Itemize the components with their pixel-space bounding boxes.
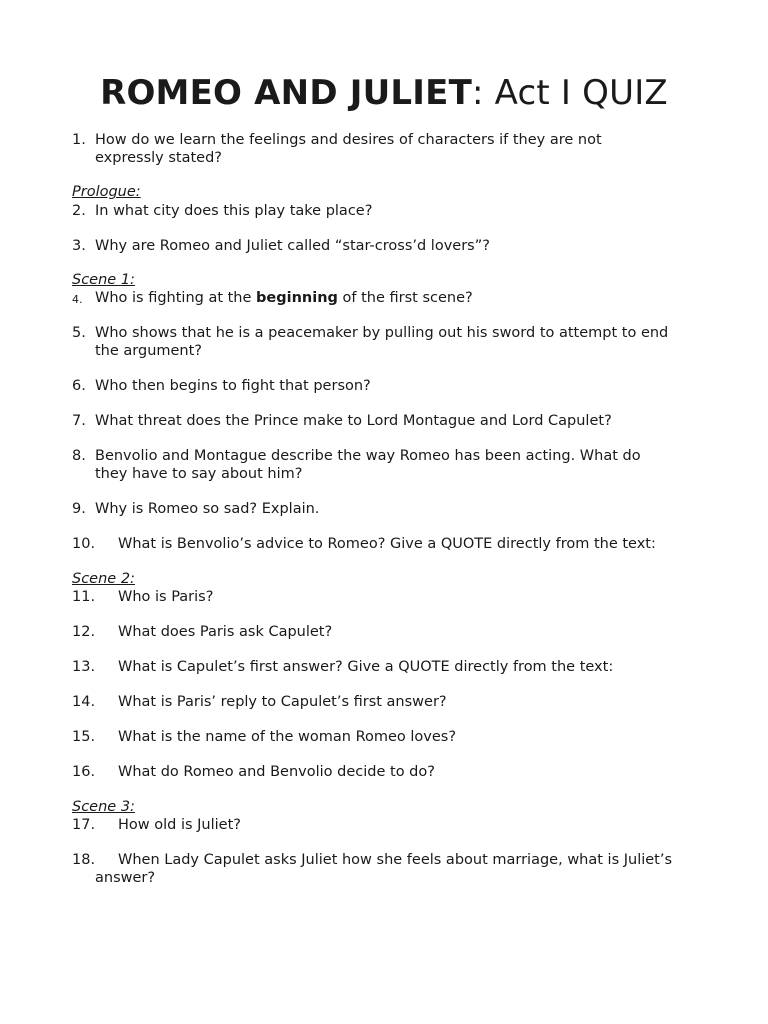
question-text: Who then begins to fight that person?	[95, 378, 371, 394]
page-title	[0, 72, 768, 114]
question-number: 13.	[72, 659, 96, 675]
question-text-post: of the first scene?	[337, 290, 473, 306]
question-text-continued: they have to say about him?	[95, 466, 303, 482]
question-text-continued: answer?	[95, 870, 156, 886]
question-text: What do Romeo and Benvolio decide to do?	[118, 764, 435, 780]
question-text: What is Paris’ reply to Capulet’s first answer?	[118, 694, 447, 710]
question-number: 10.	[72, 536, 96, 552]
question-text: Who is Paris?	[118, 589, 214, 605]
question-number: 8.	[72, 448, 86, 464]
question-text-continued: the argument?	[95, 343, 203, 359]
question-number: 12.	[72, 624, 96, 640]
question-text	[95, 289, 473, 307]
question-number: 4.	[72, 293, 83, 306]
question-number: 15.	[72, 729, 96, 745]
question-number: 3.	[72, 238, 86, 254]
question-text: How do we learn the feelings and desires of characters if they are not	[95, 132, 602, 148]
section-scene-2: Scene 2:	[72, 571, 135, 587]
question-number: 18.	[72, 852, 96, 868]
question-text: What does Paris ask Capulet?	[118, 624, 333, 640]
question-number: 5.	[72, 325, 86, 341]
question-number: 2.	[72, 203, 86, 219]
question-text: Why is Romeo so sad? Explain.	[95, 501, 320, 517]
title-rest: : Act I QUIZ	[471, 73, 668, 113]
question-text: In what city does this play take place?	[95, 203, 373, 219]
section-scene-1: Scene 1:	[72, 272, 135, 288]
question-text-bold: beginning	[256, 290, 338, 306]
question-number: 7.	[72, 413, 86, 429]
question-number: 6.	[72, 378, 86, 394]
question-number: 9.	[72, 501, 86, 517]
question-text: Why are Romeo and Juliet called “star-cross’d lovers”?	[95, 238, 490, 254]
question-number: 1.	[72, 132, 86, 148]
question-text: What is Capulet’s first answer? Give a QUOTE directly from the text:	[118, 659, 614, 675]
question-text: Who shows that he is a peacemaker by pulling out his sword to attempt to end	[95, 325, 669, 341]
question-number: 17.	[72, 817, 96, 833]
question-number: 11.	[72, 589, 96, 605]
question-number: 14.	[72, 694, 96, 710]
question-text-continued: expressly stated?	[95, 150, 222, 166]
question-number: 16.	[72, 764, 96, 780]
question-text: What threat does the Prince make to Lord Montague and Lord Capulet?	[95, 413, 612, 429]
question-text: What is Benvolio’s advice to Romeo? Give a QUOTE directly from the text:	[118, 536, 656, 552]
question-text: Benvolio and Montague describe the way Romeo has been acting. What do	[95, 448, 641, 464]
question-text: When Lady Capulet asks Juliet how she feels about marriage, what is Juliet’s	[118, 852, 673, 868]
title-main: ROMEO AND JULIET	[100, 73, 472, 113]
section-prologue: Prologue:	[72, 184, 141, 200]
question-text: How old is Juliet?	[118, 817, 241, 833]
question-text-pre: Who is fighting at the	[95, 290, 257, 306]
section-scene-3: Scene 3:	[72, 799, 135, 815]
question-text: What is the name of the woman Romeo loves?	[118, 729, 457, 745]
